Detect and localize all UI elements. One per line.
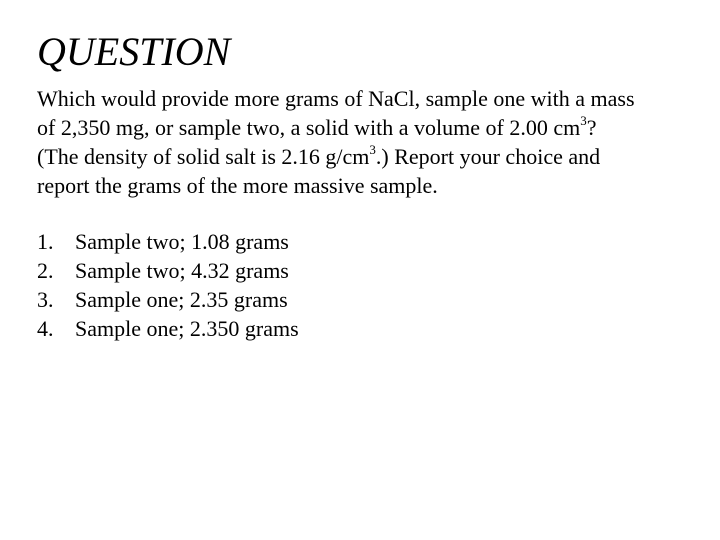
question-line-text: .) Report your choice and: [375, 144, 601, 169]
question-text: [37, 84, 707, 200]
question-line: report the grams of the more massive sample.: [37, 173, 438, 198]
option-text: Sample two; 1.08 grams: [75, 229, 289, 254]
answer-option: [37, 314, 437, 343]
answer-options: [37, 227, 437, 343]
option-number: 4.: [37, 316, 54, 341]
question-line: Which would provide more grams of NaCl, sample one with a mass: [37, 86, 635, 111]
answer-option: [37, 227, 437, 256]
slide-title: QUESTION: [37, 29, 231, 74]
option-number: 2.: [37, 258, 54, 283]
option-text: Sample one; 2.350 grams: [75, 316, 299, 341]
question-line-text: of 2,350 mg, or sample two, a solid with a volume of 2.00 cm: [37, 115, 581, 140]
superscript: 3: [580, 112, 587, 128]
question-line: [37, 142, 707, 171]
answer-option: [37, 285, 437, 314]
option-number: 3.: [37, 287, 54, 312]
question-line: [37, 113, 707, 142]
question-line-text: (The density of solid salt is 2.16 g/cm: [37, 144, 370, 169]
option-number: 1.: [37, 229, 54, 254]
superscript: 3: [369, 141, 376, 157]
option-text: Sample two; 4.32 grams: [75, 258, 289, 283]
answer-option: [37, 256, 437, 285]
option-text: Sample one; 2.35 grams: [75, 287, 288, 312]
question-line-text: ?: [586, 115, 597, 140]
